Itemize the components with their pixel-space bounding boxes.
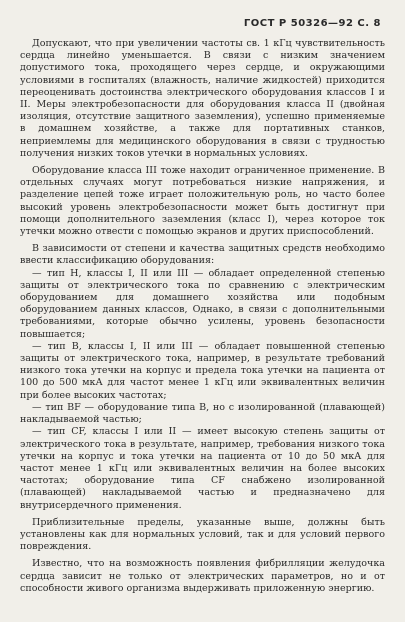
paragraph: В зависимости от степени и качества защитных средств необходимо ввести классификацию оборудования: [20, 243, 385, 267]
paragraph: — тип В, классы I, II или III — обладает повышенной степенью защиты от электрического тока, например, в результате требований низкого тока утечки на корпус и предела тока утечки на пациента от 100 до 500 мкА для частот менее 1 кГц или эквивалентных величин при более высоких частотах; [20, 340, 385, 401]
paragraph: — тип Н, классы I, II или III — обладает определенной степенью защиты от электрического тока по сравнению с электрическим оборудованием для домашнего хозяйства или подобным оборудованием данных классов, Однако, в связи с дополнительными требованиями, которые обычно усилены, уровень безопасности повышается; [20, 267, 385, 340]
page-header: ГОСТ Р 50326—92 С. 8 [243, 18, 381, 29]
paragraph: Приблизительные пределы, указанные выше, должны быть установлены как для нормальных условий, так и для условий первого повреждения. [20, 516, 385, 553]
paragraph: Оборудование класса III тоже находит ограниченное применение. В отдельных случаях могут потребоваться низкие напряжения, и разделение цепей тоже играет положительную роль, но часто более высокий уровень электробезопасности может быть достигнут при помощи дополнительного заземления (класс I), через которое ток утечки можно отвести с помощью экранов и других приспособлений. [20, 165, 385, 238]
paragraph: Допускают, что при увеличении частоты св. 1 кГц чувствительность сердца линейно уменьшается. В связи с низким значением допустимого тока, проходящего через сердце, и окружающими условиями в госпиталях (влажность, наличие жидкостей) приходится переоценивать достоинства электрического оборудования классов I и II. Меры электробезопасности для оборудования класса II (двойная изоляция, отсутствие защитного заземления), успешно применяемые в домашнем хозяйстве, а также для портативных станков, неприемлемы для медицинского оборудования в связи с трудностью получения низких токов утечки в нормальных условиях. [20, 38, 385, 159]
paragraph: Известно, что на возможность появления фибрилляции желудочка сердца зависит не только от электрических параметров, но и от способности живого организма выдерживать приложенную энергию. [20, 558, 385, 594]
paragraph: — тип CF, классы I или II — имеет высокую степень защиты от электрического тока в результате, например, требования низкого тока утечки на корпус и тока утечки на пациента от 10 до 50 мкА для частот менее 1 кГц или эквивалентных величин на более высоких частотах; оборудование типа CF снабжено изолированной (плавающей) накладываемой частью и предназначено для внутрисердечного применения. [20, 426, 385, 511]
paragraph: — тип BF — оборудование типа В, но с изолированной (плавающей) накладываемой частью; [20, 401, 385, 426]
